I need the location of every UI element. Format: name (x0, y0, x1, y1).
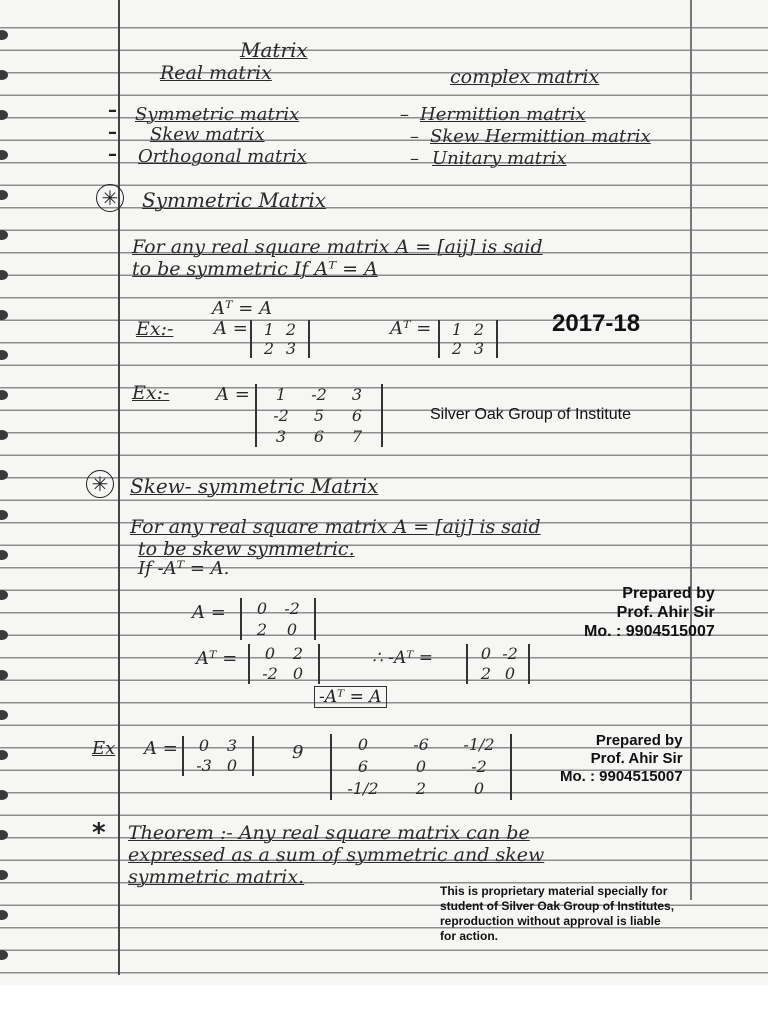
ex2-a-label: A = (216, 384, 250, 405)
skew-ex-matrix-b: 0 -6 -1/2 6 0 -2 -1/2 2 0 (330, 734, 512, 800)
theorem-marker: * (92, 818, 106, 848)
right-margin-line (690, 0, 692, 900)
symmetric-ex2-label: Ex:- (132, 382, 170, 404)
skew-neg-at-label: ∴ -Aᵀ = (372, 648, 434, 668)
theorem-line3: symmetric matrix. (128, 866, 305, 888)
symmetric-ex1-label: Ex:- (136, 318, 174, 340)
prepared-stamp-2: Prepared by Prof. Ahir Sir Mo. : 9904515007 (560, 732, 683, 785)
complex-list-item-2: Skew Hermittion matrix (430, 126, 651, 147)
ex1-matrix-at: 1 2 2 3 (438, 320, 498, 358)
page-title: Matrix (240, 38, 308, 62)
symmetric-heading: Symmetric Matrix (142, 188, 326, 212)
star-bullet-icon: ✳ (96, 184, 124, 212)
skew-a-label: A = (192, 602, 226, 623)
page-bottom-edge (0, 985, 768, 1024)
symmetric-rule: Aᵀ = A (212, 298, 273, 319)
skew-heading: Skew- symmetric Matrix (130, 474, 379, 498)
ex1-matrix-a: 1 2 2 3 (250, 320, 310, 358)
ex2-matrix-a: 1 -2 3 -2 5 6 3 6 7 (255, 384, 383, 447)
symmetric-def-line1: For any real square matrix A = [aij] is said (132, 236, 543, 258)
real-list-item-1: Symmetric matrix (135, 104, 300, 125)
skew-matrix-at: 0 2 -2 0 (248, 644, 320, 684)
proprietary-notice: This is proprietary material specially for student of Silver Oak Group of Institutes, reproduction without approval is liable for action. (440, 884, 675, 943)
skew-matrix-a: 0 -2 2 0 (240, 598, 316, 640)
complex-list-item-1: Hermittion matrix (420, 104, 586, 125)
skew-ex-matrix-a: 0 3 -3 0 (182, 736, 254, 776)
skew-ex-label: Ex (92, 738, 116, 759)
skew-ex-a-label: A = (144, 738, 178, 759)
skew-at-label: Aᵀ = (196, 648, 238, 669)
complex-list-item-3: Unitary matrix (432, 148, 567, 169)
year-stamp: 2017-18 (552, 310, 641, 337)
star-bullet-icon: ✳ (86, 470, 114, 498)
prepared-stamp-1: Prepared by Prof. Ahir Sir Mo. : 9904515007 (584, 585, 715, 640)
skew-matrix-neg-at: 0 -2 2 0 (466, 644, 530, 684)
real-matrix-heading: Real matrix (160, 62, 272, 84)
ex1-at-label: Aᵀ = (390, 318, 432, 339)
symmetric-def-line2: to be symmetric If Aᵀ = A (132, 258, 378, 280)
theorem-line1: Theorem :- Any real square matrix can be (128, 822, 530, 844)
ex1-a-label: A = (214, 318, 248, 339)
real-list-item-3: Orthogonal matrix (138, 146, 307, 167)
margin-line (118, 0, 120, 975)
complex-matrix-heading: complex matrix (450, 66, 600, 88)
theorem-line2: expressed as a sum of symmetric and skew (128, 844, 545, 866)
real-list-item-2: Skew matrix (150, 124, 265, 145)
notebook-page: Matrix Real matrix complex matrix – Symmetric matrix – Skew matrix – Orthogonal matrix – Hermittion matrix – Skew Hermittion matrix – Unitary matrix ✳ Symmetric Matrix For any real square matrix A = [aij] is said to be symmetric If Aᵀ = A Aᵀ = A Ex:- A = 1 2 2 3 Aᵀ = 1 2 2 3 2017-18 Ex:- A = 1 -2 3 -2 5 6 3 6 7 Silver Oak Group of Institute ✳ Skew- symmetric Matrix For any real square matrix A = [aij] is said to be skew symmetric. If -Aᵀ = A. A = 0 -2 2 0 Aᵀ = 0 2 -2 0 ∴ -Aᵀ = 0 -2 2 0 -Aᵀ = A Prepared by Prof. Ahir Sir Mo. : 9904515007 Ex A = 0 3 -3 0 9 0 -6 -1/2 6 0 -2 -1/2 2 0 Prepared by Prof. Ahir Sir Mo. : 9904515007 * Theorem :- Any real square matrix can be expressed as a sum of symmetric and skew symmetric matrix. This is proprietary material specially for student of Silver Oak Group of Institutes, reproduction without approval is liable for action. (0, 0, 768, 1024)
skew-def-line1: For any real square matrix A = [aij] is said (130, 516, 541, 538)
skew-ex-separator: 9 (292, 742, 304, 763)
spiral-holes (0, 0, 12, 1024)
boxed-result: -Aᵀ = A (314, 686, 387, 708)
institute-stamp: Silver Oak Group of Institute (430, 406, 631, 423)
skew-def-line3: If -Aᵀ = A. (138, 558, 230, 579)
skew-def-line2: to be skew symmetric. (138, 538, 355, 560)
